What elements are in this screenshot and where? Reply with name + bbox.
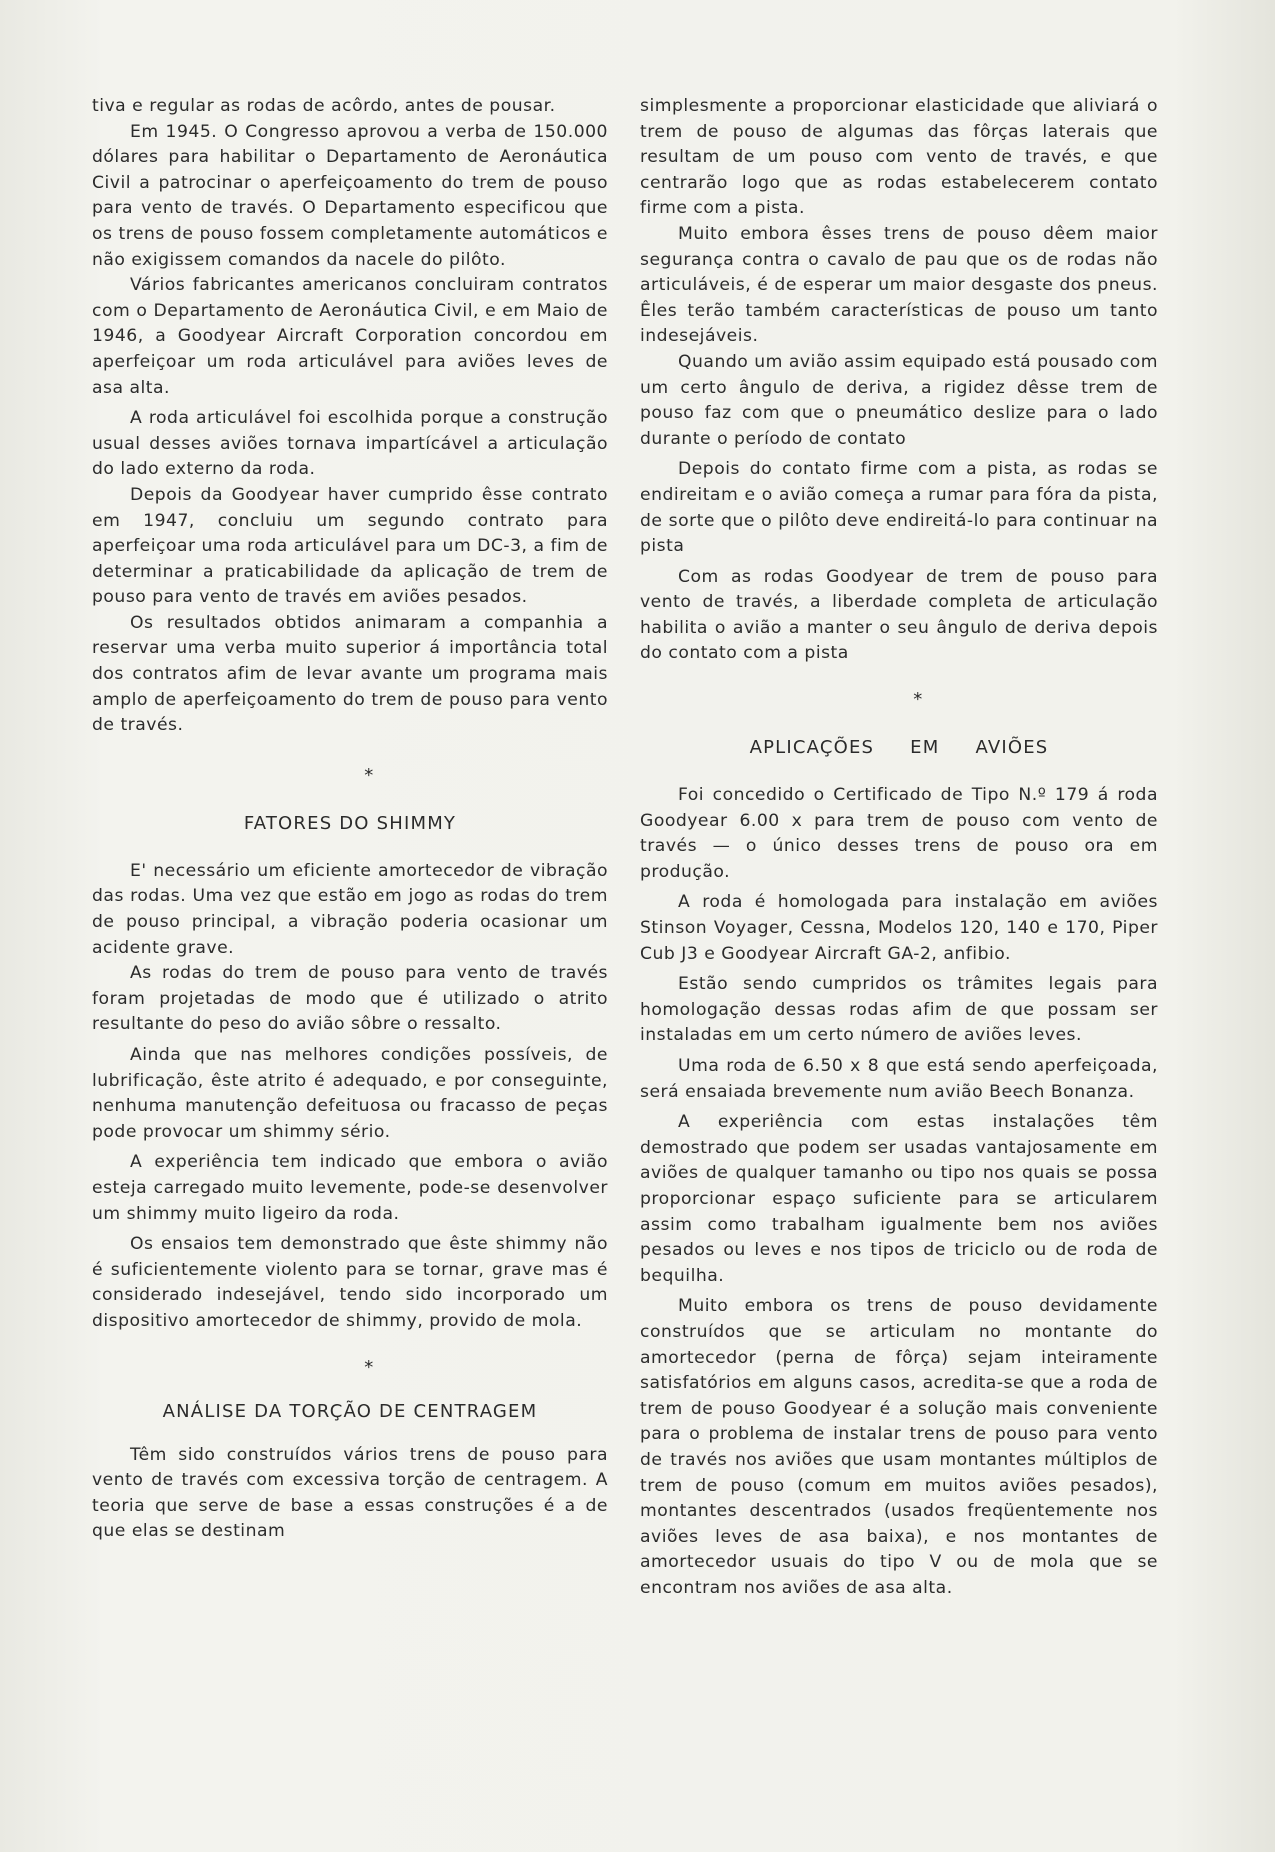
- paragraph-shimmy-1: E' necessário um eficiente amortecedor de vibração das rodas. Uma vez que estão em jogo as rodas do trem de pouso principal, a vibração poderia ocasionar um acidente grave.: [92, 860, 608, 958]
- paragraph-shimmy-3: Ainda que nas melhores condições possíveis, de lubrificação, êste atrito é adequado, e por conseguinte, nenhuma manutenção defeituosa ou fracasso de peças pode provocar um shimmy sério.: [92, 1045, 608, 1142]
- paragraph-bonanza: Uma roda de 6.50 x 8 que está sendo aperfeiçoada, será ensaiada brevemente num avião Beech Bonanza.: [640, 1056, 1158, 1102]
- paragraph-homologada: A roda é homologada para instalação em aviões Stinson Voyager, Cessna, Modelos 120, 140 e 170, Piper Cub J3 e Goodyear Aircraft GA-2, anfibio.: [640, 892, 1158, 964]
- paragraph-seguranca: Muito embora êsses trens de pouso dêem maior segurança contra o cavalo de pau que os de rodas não articuláveis, é de esperar um maior desgaste dos pneus. Êles terão também características de pouso um tanto indesejáveis.: [640, 223, 1158, 347]
- section-separator: *: [364, 1356, 374, 1378]
- paragraph-certificado: Foi concedido o Certificado de Tipo N.º 179 á roda Goodyear 6.00 x para trem de pouso com vento de través — o único desses trens de pouso ora em produção.: [640, 785, 1158, 882]
- heading-word: EM: [910, 737, 940, 759]
- paragraph-roda-articulavel: A roda articulável foi escolhida porque a construção usual desses aviões tornava impartícável a articulação do lado externo da roda.: [92, 408, 608, 480]
- paragraph-shimmy-2: As rodas do trem de pouso para vento de través foram projetadas de modo que é utilizado o atrito resultante do peso do avião sôbre o ressalto.: [92, 963, 608, 1035]
- heading-analise-torcao: ANÁLISE DA TORÇÃO DE CENTRAGEM: [162, 1400, 538, 1422]
- paragraph-shimmy-5: Os ensaios tem demonstrado que êste shimmy não é suficientemente violento para se tornar, grave mas é considerado indesejável, tendo sido incorporado um dispositivo amortecedor de shimmy, provido de mola.: [92, 1234, 608, 1331]
- paragraph-1945: Em 1945. O Congresso aprovou a verba de 150.000 dólares para habilitar o Departamento de Aeronáutica Civil a patrocinar o aperfeiçoamento do trem de pouso para vento de través. O Departamento especificou que os trens de pouso fossem completamente automáticos e não exigissem comandos da nacele do pilôto.: [92, 121, 608, 270]
- section-separator: *: [913, 689, 923, 711]
- paragraph-tramites: Estão sendo cumpridos os trâmites legais para homologação dessas rodas afim de que possam ser instaladas em um certo número de aviões leves.: [640, 974, 1158, 1046]
- paragraph-resultados: Os resultados obtidos animaram a companhia a reservar uma verba muito superior á importância total dos contratos afim de levar avante um programa mais amplo de aperfeiçoamento do trem de pouso para vento de través.: [92, 612, 608, 736]
- section-separator: *: [364, 764, 374, 786]
- paragraph-shimmy-4: A experiência tem indicado que embora o avião esteja carregado muito levemente, pode-se desenvolver um shimmy muito ligeiro da roda.: [92, 1152, 608, 1224]
- paragraph-fabricantes: Vários fabricantes americanos concluiram contratos com o Departamento de Aeronáutica Civil, e em Maio de 1946, a Goodyear Aircraft Corporation concordou em aperfeiçoar um roda articulável para aviões leves de asa alta.: [92, 275, 608, 398]
- paragraph-intro: tiva e regular as rodas de acôrdo, antes de pousar.: [92, 96, 556, 116]
- paragraph-deriva: Quando um avião assim equipado está pousado com um certo ângulo de deriva, a rigidez dêsse trem de pouso faz com que o pneumático deslize para o lado durante o período de contato: [640, 351, 1158, 449]
- heading-word: APLICAÇÕES: [749, 737, 875, 759]
- paragraph-experiencia: A experiência com estas instalações têm demostrado que podem ser usadas vantajosamente em aviões de qualquer tamanho ou tipo nos quais se possa proporcionar espaço suficiente para se articularem assim como trabalham igualmente bem nos aviões pesados ou leves e nos tipos de triciclo ou de roda de bequilha.: [640, 1112, 1158, 1286]
- paragraph-goodyear: Com as rodas Goodyear de trem de pouso para vento de través, a liberdade completa de articulação habilita o avião a manter o seu ângulo de deriva depois do contato com a pista: [640, 566, 1158, 664]
- paragraph-continuation: simplesmente a proporcionar elasticidade que aliviará o trem de pouso de algumas das fôrças laterais que resultam de um pouso com vento de través, e que centrarão logo que as rodas estabelecerem contato firme com a pista.: [640, 96, 1158, 219]
- heading-fatores-shimmy: FATORES DO SHIMMY: [243, 812, 457, 834]
- heading-word: AVIÕES: [975, 737, 1049, 759]
- right-column: [640, 94, 1158, 1601]
- paragraph-analise: Têm sido construídos vários trens de pouso para vento de través com excessiva torção de centragem. A teoria que serve de base a essas construções é a de que elas se destinam: [92, 1444, 608, 1542]
- paragraph-contato: Depois do contato firme com a pista, as rodas se endireitam e o avião começa a rumar para fóra da pista, de sorte que o pilôto deve endireitá-lo para continuar na pista: [640, 459, 1158, 557]
- heading-aplicacoes: [640, 735, 1158, 761]
- paragraph-final: Muito embora os trens de pouso devidamente construídos que se articulam no montante do amortecedor (perna de fôrça) sejam inteiramente satisfatórios em alguns casos, acredita-se que a roda de trem de pouso Goodyear é a solução mais conveniente para o problema de instalar trens de pouso para vento de través nos aviões que usam montantes múltiplos de trem de pouso (comum em muitos aviões pesados), montantes descentrados (usados freqüentemente nos aviões leves de asa baixa), e nos montantes de amortecedor usuais do tipo V ou de mola que se encontram nos aviões de asa alta.: [640, 1296, 1158, 1598]
- paragraph-dc3: Depois da Goodyear haver cumprido êsse contrato em 1947, concluiu um segundo contrato para aperfeiçoar uma roda articulável para um DC-3, a fim de determinar a praticabilidade da aplicação de trem de pouso para vento de través em aviões pesados.: [92, 484, 608, 608]
- left-column: [92, 94, 608, 1545]
